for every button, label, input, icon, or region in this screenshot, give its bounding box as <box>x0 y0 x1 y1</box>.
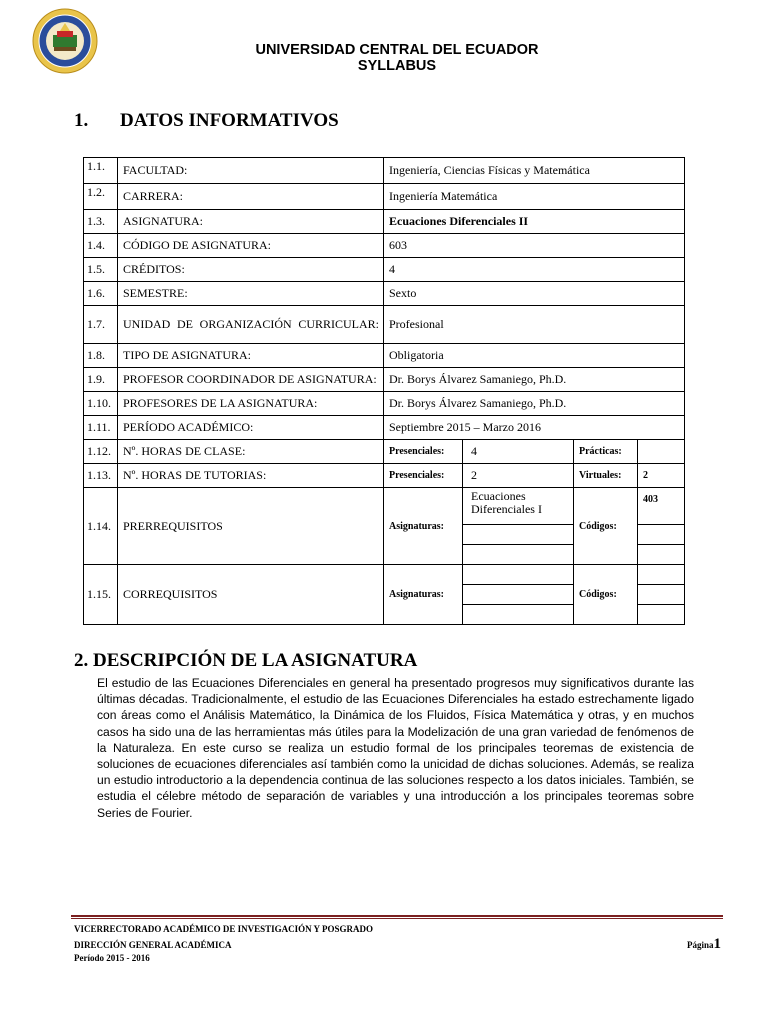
table-row <box>84 416 685 440</box>
row-number: 1.12. <box>84 440 118 464</box>
table-row <box>84 440 685 464</box>
row-label: PRERREQUISITOS <box>118 488 384 565</box>
table-row <box>84 210 685 234</box>
virtuales-label: Virtuales: <box>574 464 638 488</box>
document-header <box>0 42 768 74</box>
row-label: PROFESOR COORDINADOR DE ASIGNATURA: <box>118 368 384 392</box>
prerequisite-subject: Ecuaciones Diferenciales I <box>463 488 574 525</box>
table-row <box>84 344 685 368</box>
row-number: 1.15. <box>84 565 118 625</box>
row-number: 1.13. <box>84 464 118 488</box>
footer-periodo: Período 2015 - 2016 <box>74 953 150 963</box>
table-row <box>84 368 685 392</box>
table-row <box>84 234 685 258</box>
row-number: 1.4. <box>84 234 118 258</box>
section-1-heading: DATOS INFORMATIVOS <box>120 110 339 131</box>
row-number: 1.7. <box>84 306 118 344</box>
codigos-label: Códigos: <box>574 488 638 565</box>
row-number: 1.11. <box>84 416 118 440</box>
table-row <box>84 464 685 488</box>
prerequisite-code: 403 <box>638 488 685 525</box>
empty-cell <box>463 565 574 585</box>
row-number: 1.3. <box>84 210 118 234</box>
empty-cell <box>463 525 574 545</box>
empty-cell <box>638 565 685 585</box>
row-label: ASIGNATURA: <box>118 210 384 234</box>
row-label: CRÉDITOS: <box>118 258 384 282</box>
page-number: 1 <box>713 936 721 952</box>
row-value: 603 <box>384 234 685 258</box>
practicas-value <box>638 440 685 464</box>
presenciales-label: Presenciales: <box>384 464 463 488</box>
empty-cell <box>638 525 685 545</box>
table-row <box>84 306 685 344</box>
table-row <box>84 488 685 525</box>
presenciales-value: 4 <box>463 440 574 464</box>
row-number: 1.14. <box>84 488 118 565</box>
footer-direccion: DIRECCIÓN GENERAL ACADÉMICA <box>74 940 232 950</box>
row-number: 1.9. <box>84 368 118 392</box>
empty-cell <box>463 545 574 565</box>
page-label: Página <box>686 940 714 950</box>
row-label: CARRERA: <box>118 184 384 210</box>
row-number: 1.8. <box>84 344 118 368</box>
row-number: 1.6. <box>84 282 118 306</box>
row-label: SEMESTRE: <box>118 282 384 306</box>
row-number: 1.2. <box>84 184 118 210</box>
footer-rule <box>71 915 723 917</box>
section-1-number: 1. <box>74 110 89 131</box>
row-value: Dr. Borys Álvarez Samaniego, Ph.D. <box>384 368 685 392</box>
row-number: 1.1. <box>84 158 118 184</box>
row-value: Dr. Borys Álvarez Samaniego, Ph.D. <box>384 392 685 416</box>
row-label: FACULTAD: <box>118 158 384 184</box>
row-value: Sexto <box>384 282 685 306</box>
row-label: Nº. HORAS DE TUTORIAS: <box>118 464 384 488</box>
section-2-number: 2. <box>74 650 89 671</box>
row-label: TIPO DE ASIGNATURA: <box>118 344 384 368</box>
row-label: CÓDIGO DE ASIGNATURA: <box>118 234 384 258</box>
row-label: CORREQUISITOS <box>118 565 384 625</box>
empty-cell <box>638 605 685 625</box>
row-label: PROFESORES DE LA ASIGNATURA: <box>118 392 384 416</box>
document-type: SYLLABUS <box>357 58 437 74</box>
table-row <box>84 565 685 585</box>
asignaturas-label: Asignaturas: <box>384 488 463 565</box>
empty-cell <box>638 545 685 565</box>
table-row <box>84 184 685 210</box>
course-description: El estudio de las Ecuaciones Diferenciales en general ha presentado progresos muy significativos durante las últimas décadas. Tradicionalmente, el estudio de las Ecuaciones Diferenciales ha estado estrechamente ligado con áreas como el Análisis Matemático, la Dinámica de los Fluidos, Física Matemática y otras, y en muchos casos ha sido una de las herramientas más útiles para la Modelización de una gran variedad de fenómenos de la Naturaleza. En este curso se realiza un estudio formal de los principales teoremas de existencia de soluciones de ecuaciones diferenciales así también como la unicidad de dichas soluciones. Además, se realiza un estudio introductorio a la dependencia continua de las soluciones respecto a los datos iniciales. También, se estudia el célebre método de separación de variables y una introducción a los principales teoremas sobre Series de Fourier. <box>97 676 694 820</box>
row-label: PERÍODO ACADÉMICO: <box>118 416 384 440</box>
university-name: UNIVERSIDAD CENTRAL DEL ECUADOR <box>255 42 539 58</box>
row-label: UNIDAD DE ORGANIZACIÓN CURRICULAR: <box>118 306 384 344</box>
section-2-heading: DESCRIPCIÓN DE LA ASIGNATURA <box>93 650 418 671</box>
table-row <box>84 258 685 282</box>
row-value: Obligatoria <box>384 344 685 368</box>
codigos-label: Códigos: <box>574 565 638 625</box>
empty-cell <box>463 605 574 625</box>
section-2-title <box>74 650 417 672</box>
empty-cell <box>638 585 685 605</box>
section-1-title <box>74 110 339 132</box>
empty-cell <box>463 585 574 605</box>
row-value: Ingeniería, Ciencias Físicas y Matemática <box>384 158 685 184</box>
practicas-label: Prácticas: <box>574 440 638 464</box>
table-row <box>84 282 685 306</box>
row-number: 1.5. <box>84 258 118 282</box>
row-value: Ingeniería Matemática <box>384 184 685 210</box>
row-value: Profesional <box>384 306 685 344</box>
virtuales-value: 2 <box>638 464 685 488</box>
asignaturas-label: Asignaturas: <box>384 565 463 625</box>
row-value: 4 <box>384 258 685 282</box>
row-value: Ecuaciones Diferenciales II <box>384 210 685 234</box>
table-row <box>84 158 685 184</box>
footer-rule-thin <box>71 918 723 919</box>
presenciales-value: 2 <box>463 464 574 488</box>
presenciales-label: Presenciales: <box>384 440 463 464</box>
row-label: Nº. HORAS DE CLASE: <box>118 440 384 464</box>
footer-vicerrectorado: VICERRECTORADO ACADÉMICO DE INVESTIGACIÓN Y POSGRADO <box>74 924 373 934</box>
table-row <box>84 392 685 416</box>
page-indicator <box>687 935 721 953</box>
row-number: 1.10. <box>84 392 118 416</box>
datos-informativos-table <box>83 157 685 625</box>
row-value: Septiembre 2015 – Marzo 2016 <box>384 416 685 440</box>
